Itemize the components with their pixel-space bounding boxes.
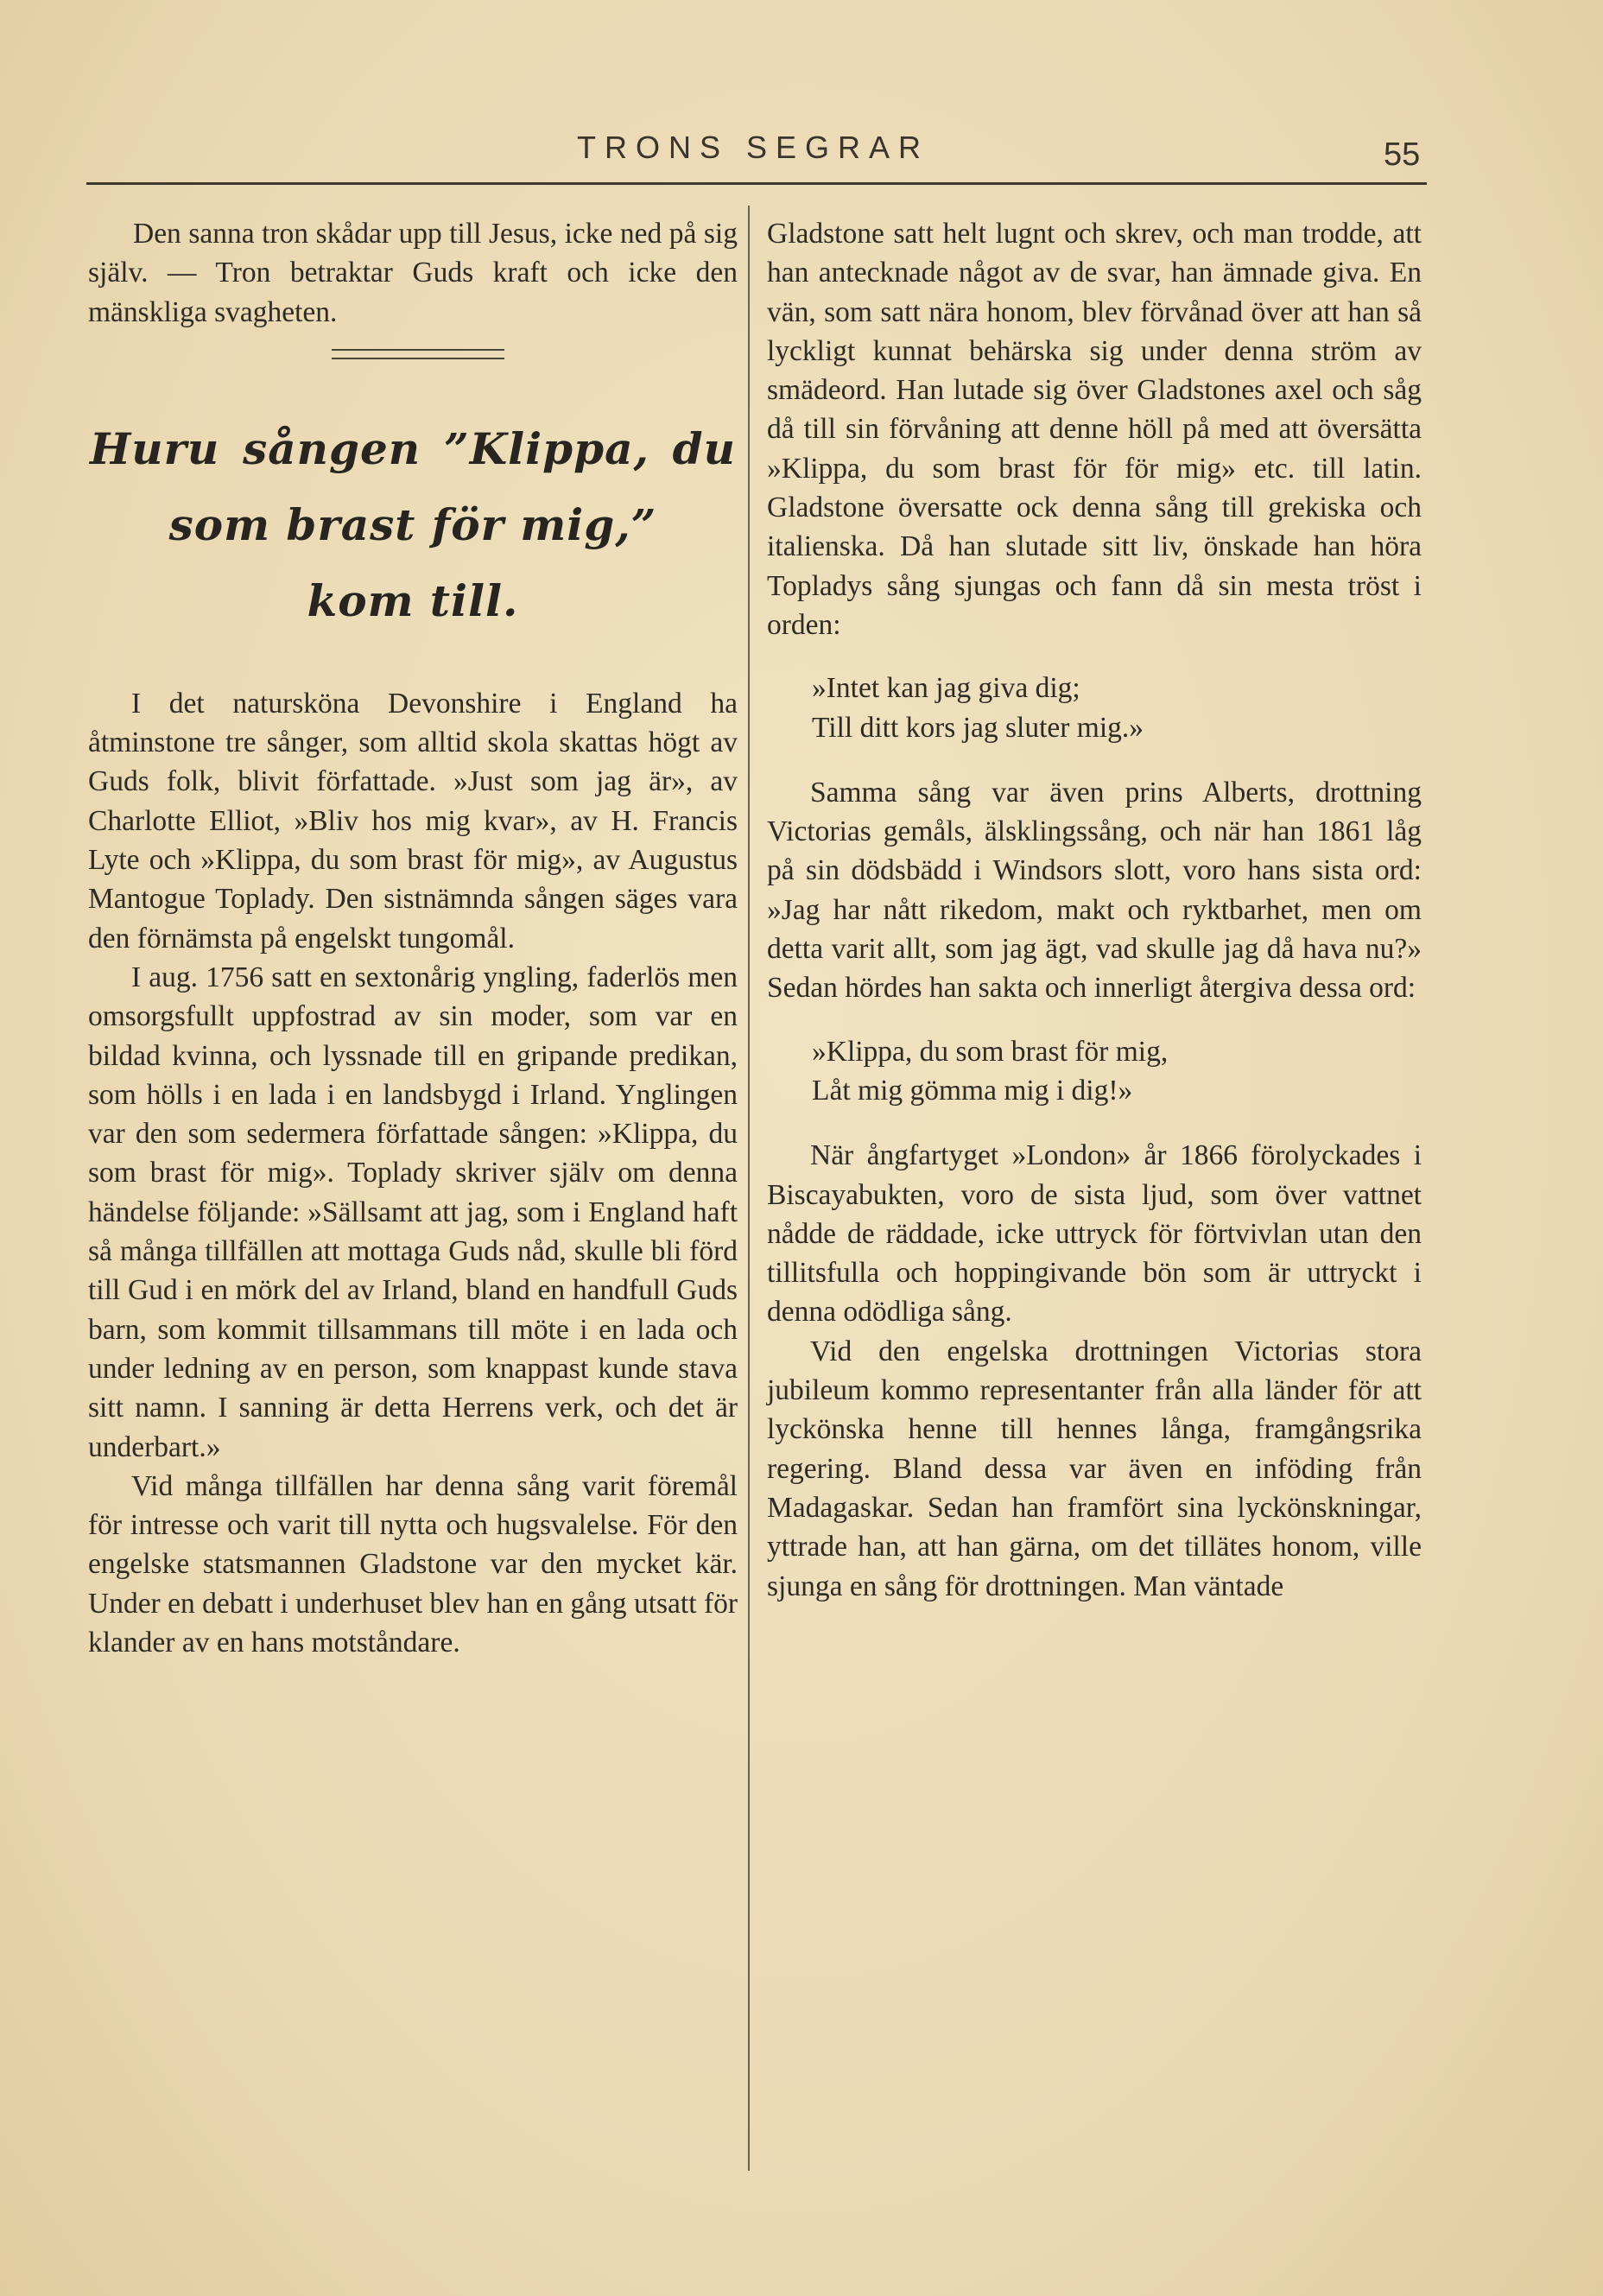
verse-quote [812, 1032, 1422, 1111]
heading-line-1: Huru sången ”Klippa, du [90, 422, 736, 474]
verse-line: »Intet kan jag giva dig; [812, 672, 1080, 705]
page-number: 55 [1384, 136, 1421, 173]
heading-line-2: som brast för mig,” [168, 498, 657, 550]
verse-quote [812, 669, 1422, 747]
column-divider [748, 206, 750, 2171]
left-column [88, 214, 738, 1662]
running-title: TRONS SEGRAR [577, 130, 930, 165]
right-column [767, 214, 1422, 1606]
intro-paragraph: Den sanna tron skådar upp till Jesus, icke ned på sig själv. — Tron betraktar Guds kraft och icke den mänskliga svagheten. [88, 218, 738, 328]
header-rule [86, 182, 1427, 185]
paragraph: Gladstone satt helt lugnt och skrev, och man trodde, att han antecknade något av de svar, han ämnade giva. En vän, som satt nära honom, blev förvånad över att han så lyckligt kunnat behärska sig under denna ström av smädeord. Han lutade sig över Gladstones axel och såg då till sin förvåning att denne höll på med att översätta »Klippa, du som brast för för mig» etc. till latin. Gladstone översatte ock denna sång till grekiska och italienska. Då han slutade sitt liv, önskade han höra Topladys sång sjungas och fann då sin mesta tröst i orden: [767, 218, 1422, 641]
verse-line: »Klippa, du som brast för mig, [812, 1035, 1169, 1068]
verse-line: Låt mig gömma mig i dig!» [812, 1074, 1133, 1107]
article-heading [88, 411, 738, 639]
section-divider [332, 349, 504, 359]
paragraph: I aug. 1756 satt en sextonårig yngling, faderlös men omsorgsfullt uppfostrad av sin moder, som var en bildad kvinna, och lyssnade till en gripande predikan, som hölls i en lada i en landsbygd i Irland. Ynglingen var den som sedermera författade sången: »Klippa, du som brast för mig». Toplady skriver själv om denna händelse följande: »Sällsamt att jag, som i England haft så många tillfällen att mottaga Guds nåd, skulle bli förd till Gud i en mörk del av Irland, bland en handfull Guds barn, som kommit tillsammans till möte i en lada och under ledning av en person, som knappast kunde stava sitt namn. I sanning är detta Herrens verk, och det är underbart.» [88, 961, 738, 1463]
heading-line-3: kom till. [307, 574, 519, 626]
paragraph: När ångfartyget »London» år 1866 förolyckades i Biscayabukten, voro de sista ljud, som över vattnet nådde de räddade, icke uttryck för förtvivlan utan den tillitsfulla och hoppingivande bön som är uttryckt i denna odödliga sång. [767, 1139, 1422, 1329]
paragraph: Vid den engelska drottningen Victorias stora jubileum kommo representanter från alla länder för att lyckönska henne till hennes långa, framgångsrika regering. Bland dessa var även en inföding från Madagaskar. Sedan han framfört sina lyckönskningar, yttrade han, att han gärna, om det tillätes honom, ville sjunga en sång för drottningen. Man väntade [767, 1335, 1422, 1602]
paragraph: Samma sång var även prins Alberts, drottning Victorias gemåls, älsklingssång, och när han 1861 låg på sin dödsbädd i Windsors slott, voro hans sista ord: »Jag har nått rikedom, makt och ryktbarhet, men om detta varit allt, som jag ägt, vad skulle jag då hava nu?» Sedan hördes han sakta och innerligt återgiva dessa ord: [767, 776, 1422, 1005]
verse-line: Till ditt kors jag sluter mig.» [812, 711, 1144, 744]
paragraph: I det natursköna Devonshire i England ha åtminstone tre sånger, som alltid skola skattas högt av Guds folk, blivit författade. »Just som jag är», av Charlotte Elliot, »Bliv hos mig kvar», av H. Francis Lyte och »Klippa, du som brast för mig», av Augustus Mantogue Toplady. Den sistnämnda sången säges vara den förnämsta på engelskt tungomål. [88, 687, 738, 955]
paragraph: Vid många tillfällen har denna sång varit föremål för intresse och varit till nytta och hugsvalelse. För den engelske statsmannen Gladstone var den mycket kär. Under en debatt i underhuset blev han en gång utsatt för klander av en hans motståndare. [88, 1469, 738, 1659]
